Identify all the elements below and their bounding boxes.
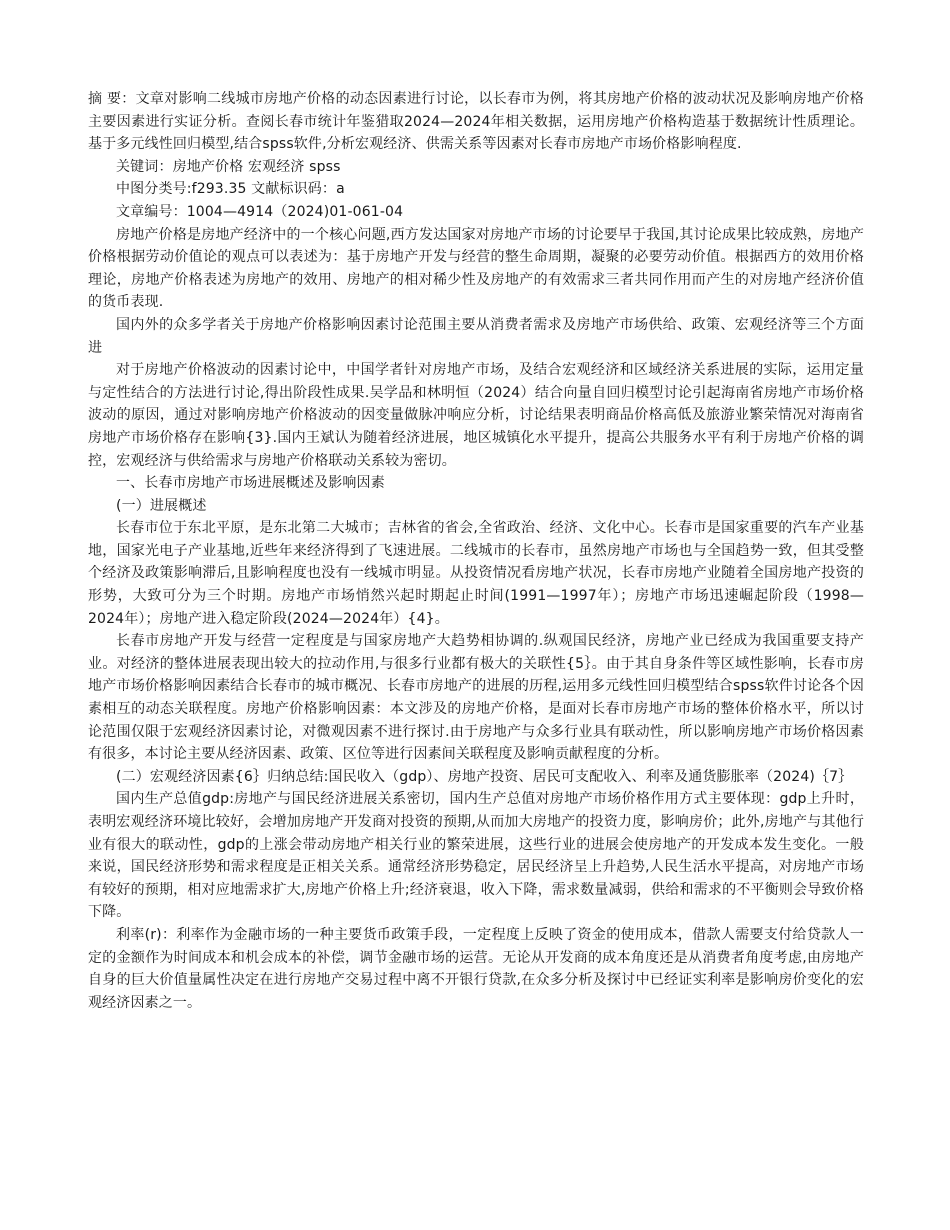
body-paragraph: 长春市房地产开发与经营一定程度是与国家房地产大趋势相协调的.纵观国民经济，房地产业已经成为我国重要支持产业。对经济的整体进展表现出较大的拉动作用,与很多行业都有极大的关联性{5｝。由于其自身条件等区域性影响，长春市房地产市场价格影响因素结合长春市的城市概况、长春市房地产的进展的历程,运用多元线性回归模型结合spss软件讨论各个因素相互的动态关联程度。房地产价格影响因素：本文涉及的房地产价格，是面对长春市房地产市场的整体价格水平，所以讨论范围仅限于宏观经济因素讨论，对微观因素不进行探讨.由于房地产与众多行业具有联动性，所以影响房地产市场价格因素有很多，本讨论主要从经济因素、政策、区位等进行因素间关联程度及影响贡献程度的分析。 xyxy=(88,633,864,763)
body-paragraph: 长春市位于东北平原，是东北第二大城市；吉林省的省会,全省政治、经济、文化中心。长春市是国家重要的汽车产业基地，国家光电子产业基地,近些年来经济得到了飞速进展。二线城市的长春市，虽然房地产市场也与全国趋势一致，但其受整个经济及政策影响滞后,且影响程度也没有一线城市明显。从投资情况看房地产状况，长春市房地产业随着全国房地产投资的形势，大致可分为三个时期。房地产市场悄然兴起时期起止时间(1991—1997年）；房地产市场迅速崛起阶段（1998—2024年）；房地产进入稳定阶段(2024—2024年）{4}。 xyxy=(88,520,864,627)
section-heading: 一、长春市房地产市场进展概述及影响因素 xyxy=(116,475,385,492)
body-paragraph: 房地产价格是房地产经济中的一个核心问题,西方发达国家对房地产市场的讨论要早于我国,其讨论成果比较成熟，房地产价格根据劳动价值论的观点可以表述为：基于房地产开发与经营的整生命周期，凝聚的必要劳动价值。根据西方的效用价格理论，房地产价格表述为房地产的效用、房地产的相对稀少性及房地产的有效需求三者共同作用而产生的对房地产经济价值的货币表现. xyxy=(88,226,864,311)
article-number-line: 文章编号：1004—4914（2024)01-061-04 xyxy=(116,203,404,220)
subsection-heading: (二）宏观经济因素{6｝归纳总结:国民收入（gdp）、房地产投资、居民可支配收入、利率及通货膨胀率（2024)｛7｝ xyxy=(116,768,853,785)
body-paragraph: 利率(r)：利率作为金融市场的一种主要货币政策手段，一定程度上反映了资金的使用成本，借款人需要支付给贷款人一定的金额作为时间成本和机会成本的补偿，调节金融市场的运营。无论从开发商的成本角度还是从消费者角度考虑,由房地产自身的巨大价值量属性决定在进行房地产交易过程中离不开银行贷款,在众多分析及探讨中已经证实利率是影响房价变化的宏观经济因素之一。 xyxy=(88,926,864,1011)
classification-line: 中图分类号:f293.35 文献标识码：a xyxy=(116,181,345,198)
keywords-line: 关键词：房地产价格 宏观经济 spss xyxy=(116,158,341,175)
body-paragraph: 对于房地产价格波动的因素讨论中，中国学者针对房地产市场，及结合宏观经济和区域经济关系进展的实际，运用定量与定性结合的方法进行讨论,得出阶段性成果.吴学品和林明恒（2024）结合向量自回归模型讨论引起海南省房地产市场价格波动的原因，通过对影响房地产价格波动的因变量做脉冲响应分析，讨论结果表明商品价格高低及旅游业繁荣情况对海南省房地产市场价格存在影响{3}.国内王斌认为随着经济进展，地区城镇化水平提升，提高公共服务水平有利于房地产价格的调控，宏观经济与供给需求与房地产价格联动关系较为密切。 xyxy=(88,362,864,469)
body-paragraph: 国内生产总值gdp:房地产与国民经济进展关系密切，国内生产总值对房地产市场价格作用方式主要体现：gdp上升时，表明宏观经济环境比较好，会增加房地产开发商对投资的预期,从而加大房地产的投资力度，影响房价；此外,房地产与其他行业有很大的联动性，gdp的上涨会带动房地产相关行业的繁荣进展，这些行业的进展会使房地产的开发成本发生变化。一般来说，国民经济形势和需求程度是正相关关系。通常经济形势稳定，居民经济呈上升趋势,人民生活水平提高，对房地产市场有较好的预期，相对应地需求扩大,房地产价格上升;经济衰退，收入下降，需求数量减弱，供给和需求的不平衡则会导致价格下降。 xyxy=(88,791,864,921)
subsection-heading: (一）进展概述 xyxy=(116,497,207,514)
document-body xyxy=(88,88,864,1014)
abstract-paragraph: 摘 要：文章对影响二线城市房地产价格的动态因素进行讨论，以长春市为例，将其房地产价格的波动状况及影响房地产价格主要因素进行实证分析。查阅长春市统计年鉴猎取2024—2024年相关数据，运用房地产价格构造基于数据统计性质理论。基于多元线性回归模型,结合spss软件,分析宏观经济、供需关系等因素对长春市房地产市场价格影响程度. xyxy=(88,91,864,153)
body-paragraph: 国内外的众多学者关于房地产价格影响因素讨论范围主要从消费者需求及房地产市场供给、政策、宏观经济等三个方面进 xyxy=(88,316,864,356)
